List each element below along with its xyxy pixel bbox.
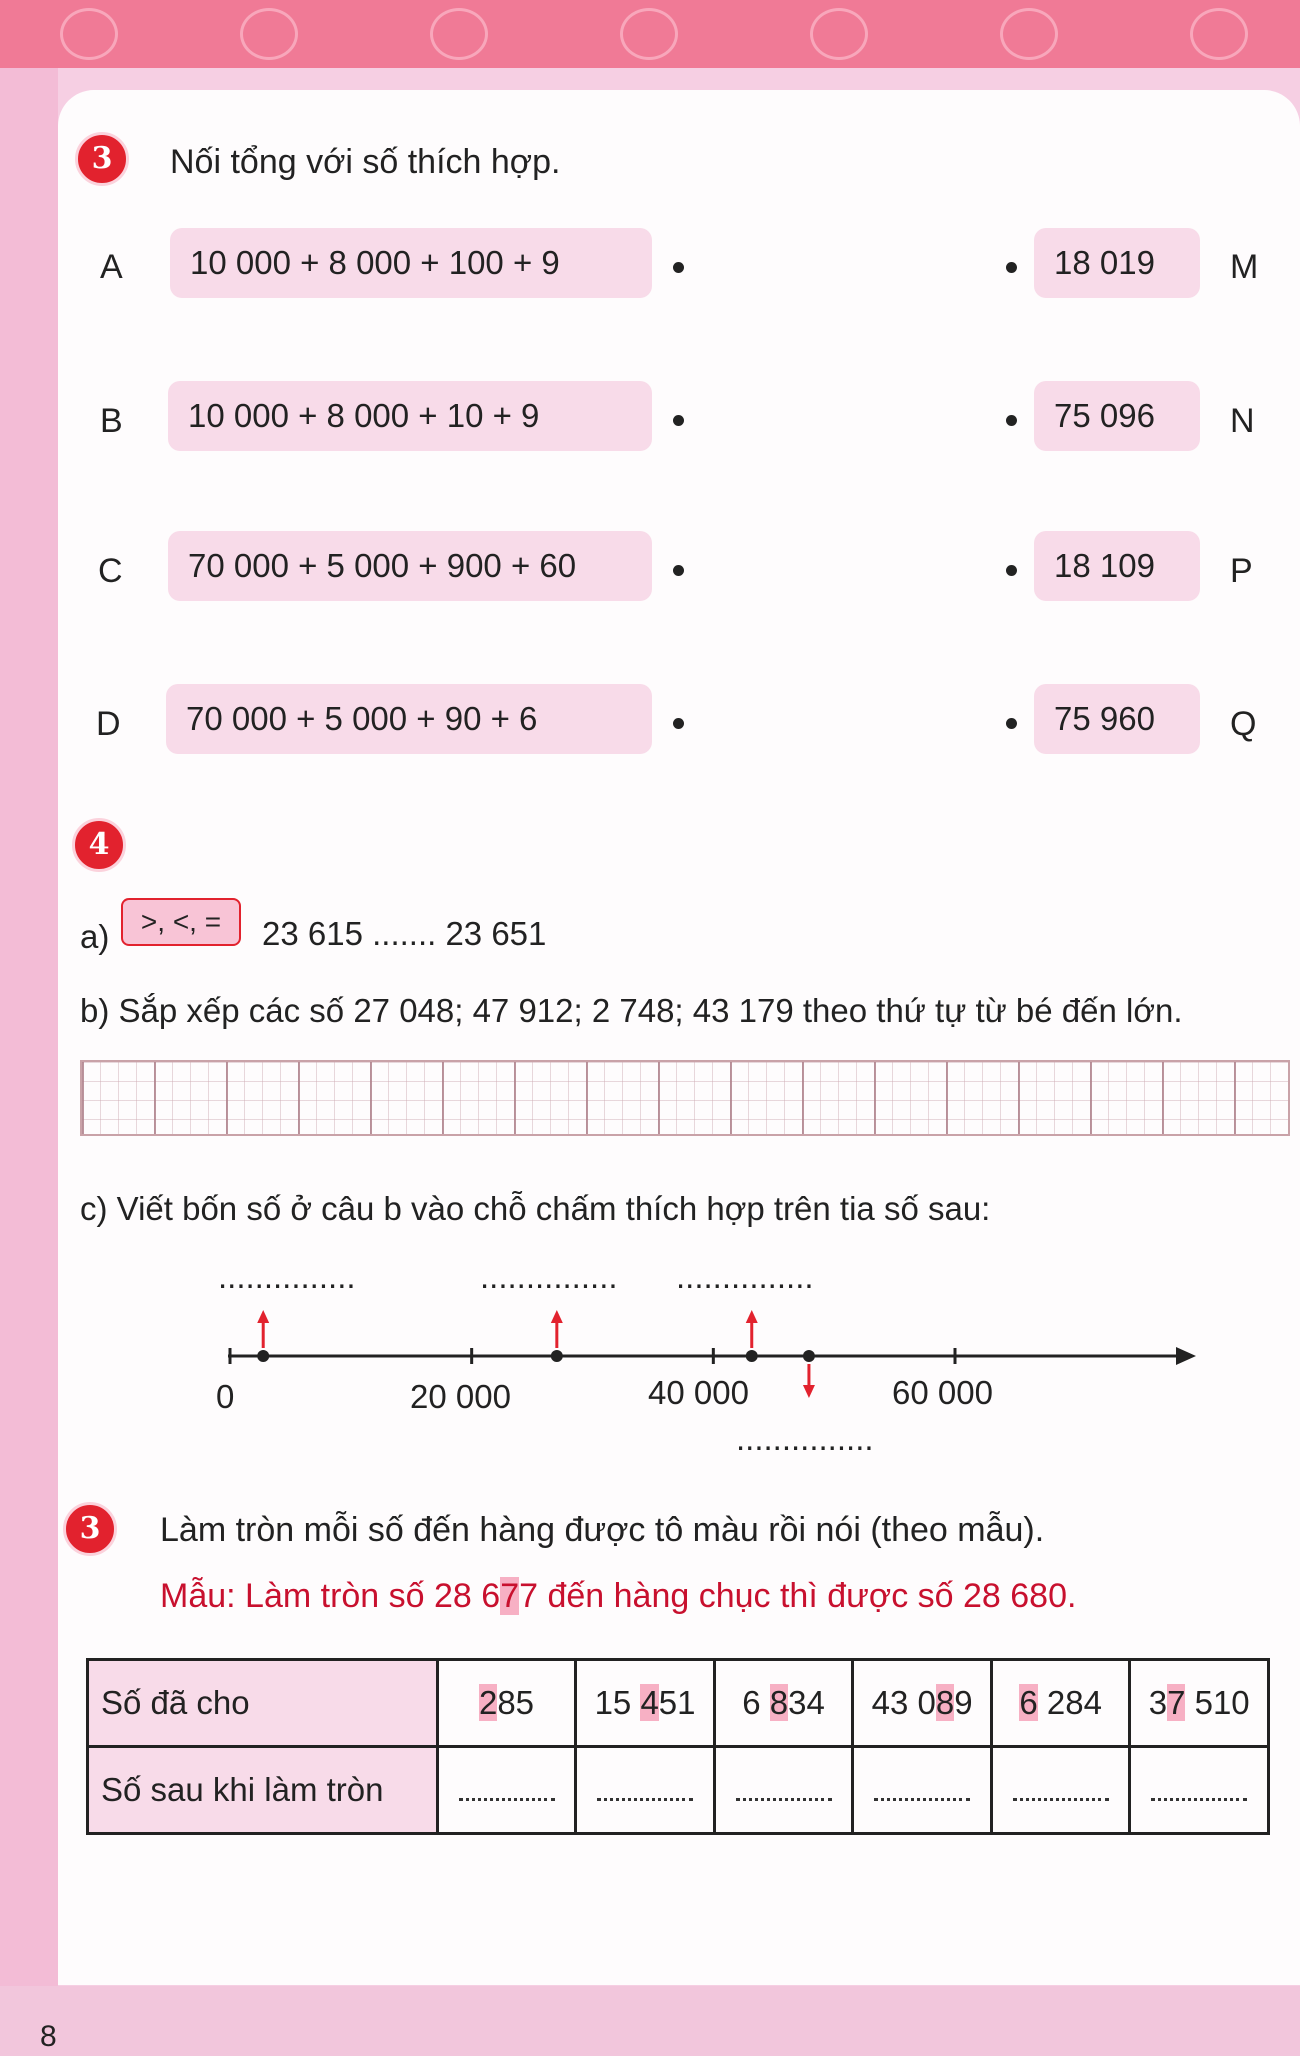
number-part: 9	[954, 1684, 973, 1721]
number-line-point	[746, 1350, 758, 1362]
highlighted-digit: 8	[769, 1684, 789, 1721]
point-arrowhead-down	[803, 1385, 815, 1398]
highlighted-digit: 2	[478, 1684, 498, 1721]
number-line-blank[interactable]: ...............	[480, 1258, 618, 1295]
rounded-answer-cell[interactable]	[1130, 1747, 1269, 1834]
row-letter-m: M	[1230, 248, 1259, 286]
row-letter-p: P	[1230, 552, 1253, 590]
highlighted-digit: 8	[935, 1684, 955, 1721]
expression-c[interactable]: 70 000 + 5 000 + 900 + 60	[168, 531, 652, 601]
comparison-expression[interactable]: 23 615 ....... 23 651	[262, 915, 547, 952]
tick-label-60000: 60 000	[892, 1374, 993, 1411]
point-arrowhead-up	[257, 1310, 269, 1323]
part-c-instruction: c) Viết bốn số ở câu b vào chỗ chấm thích hợp trên tia số sau:	[80, 1190, 991, 1227]
part-b-instruction: b) Sắp xếp các số 27 048; 47 912; 2 748; 43 179 theo thứ tự từ bé đến lớn.	[80, 992, 1183, 1029]
sample-highlight-digit: 7	[500, 1577, 520, 1615]
row-letter-d: D	[96, 705, 121, 743]
highlighted-digit: 6	[1019, 1684, 1038, 1721]
highlighted-digit: 4	[640, 1684, 659, 1721]
answer-blank[interactable]	[736, 1772, 832, 1801]
number-part: 51	[658, 1684, 696, 1721]
part-a-label: a)	[80, 918, 110, 955]
exercise-4-badge: 4	[72, 818, 126, 872]
given-number-cell	[576, 1660, 715, 1747]
number-line-point	[257, 1350, 269, 1362]
number-part: 43 0	[871, 1684, 936, 1721]
tick-label-40000: 40 000	[648, 1374, 749, 1411]
answer-blank[interactable]	[1013, 1772, 1109, 1801]
exercise-3-badge: 3	[75, 132, 129, 186]
expression-a[interactable]: 10 000 + 8 000 + 100 + 9	[170, 228, 652, 298]
table-row-rounded	[88, 1747, 1269, 1834]
row-letter-b: B	[100, 402, 123, 440]
row-header-rounded: Số sau khi làm tròn	[88, 1747, 438, 1834]
number-part: 284	[1037, 1684, 1102, 1721]
row-header-given: Số đã cho	[88, 1660, 438, 1747]
rounding-table	[86, 1658, 1270, 1835]
expression-d[interactable]: 70 000 + 5 000 + 90 + 6	[166, 684, 652, 754]
given-number-cell	[1130, 1660, 1269, 1747]
number-part: 34	[788, 1684, 825, 1721]
given-number-cell	[853, 1660, 992, 1747]
row-letter-a: A	[100, 248, 123, 286]
sample-text-part: Mẫu: Làm tròn số 28 6	[160, 1577, 501, 1615]
tick-label-0: 0	[216, 1378, 235, 1415]
given-number-cell	[437, 1660, 576, 1747]
given-number-cell	[714, 1660, 853, 1747]
number-part: 3	[1148, 1684, 1168, 1721]
highlighted-digit: 7	[1167, 1684, 1186, 1721]
exercise-3-title: Nối tổng với số thích hợp.	[170, 143, 561, 181]
number-q[interactable]: 75 960	[1034, 684, 1200, 754]
rounded-answer-cell[interactable]	[576, 1747, 715, 1834]
number-line-blank[interactable]: ...............	[736, 1420, 874, 1457]
exercise-3b-title: Làm tròn mỗi số đến hàng được tô màu rồi nói (theo mẫu).	[160, 1511, 1045, 1549]
answer-blank[interactable]	[1151, 1772, 1247, 1801]
expression-b[interactable]: 10 000 + 8 000 + 10 + 9	[168, 381, 652, 451]
tick-label-20000: 20 000	[410, 1378, 511, 1415]
row-letter-n: N	[1230, 402, 1255, 440]
point-arrowhead-up	[551, 1310, 563, 1323]
rounded-answer-cell[interactable]	[714, 1747, 853, 1834]
answer-blank[interactable]	[597, 1772, 693, 1801]
answer-blank[interactable]	[459, 1772, 555, 1801]
number-part: 6	[742, 1684, 770, 1721]
sample-text-part: 7 đến hàng chục thì được số 28 680.	[519, 1577, 1077, 1615]
number-part: 510	[1185, 1684, 1250, 1721]
answer-blank[interactable]	[874, 1772, 970, 1801]
number-line-blank[interactable]: ...............	[676, 1258, 814, 1295]
rounded-answer-cell[interactable]	[991, 1747, 1130, 1834]
sample-text	[160, 1577, 1076, 1616]
given-number-cell	[991, 1660, 1130, 1747]
number-part: 85	[497, 1684, 535, 1721]
row-letter-q: Q	[1230, 705, 1257, 743]
compare-sign-tag: >, <, =	[121, 898, 241, 946]
point-arrowhead-up	[746, 1310, 758, 1323]
row-letter-c: C	[98, 552, 123, 590]
number-p[interactable]: 18 109	[1034, 531, 1200, 601]
number-n[interactable]: 75 096	[1034, 381, 1200, 451]
rounded-answer-cell[interactable]	[853, 1747, 992, 1834]
exercise-3b-badge: 3	[63, 1502, 117, 1556]
table-row-given	[88, 1660, 1269, 1747]
number-m[interactable]: 18 019	[1034, 228, 1200, 298]
rounded-answer-cell[interactable]	[437, 1747, 576, 1834]
number-line-point	[551, 1350, 563, 1362]
number-line-blank[interactable]: ...............	[218, 1258, 356, 1295]
number-line-arrowhead	[1176, 1347, 1196, 1365]
number-line-point	[803, 1350, 815, 1362]
page-number: 8	[40, 2020, 57, 2053]
number-part: 15	[594, 1684, 641, 1721]
